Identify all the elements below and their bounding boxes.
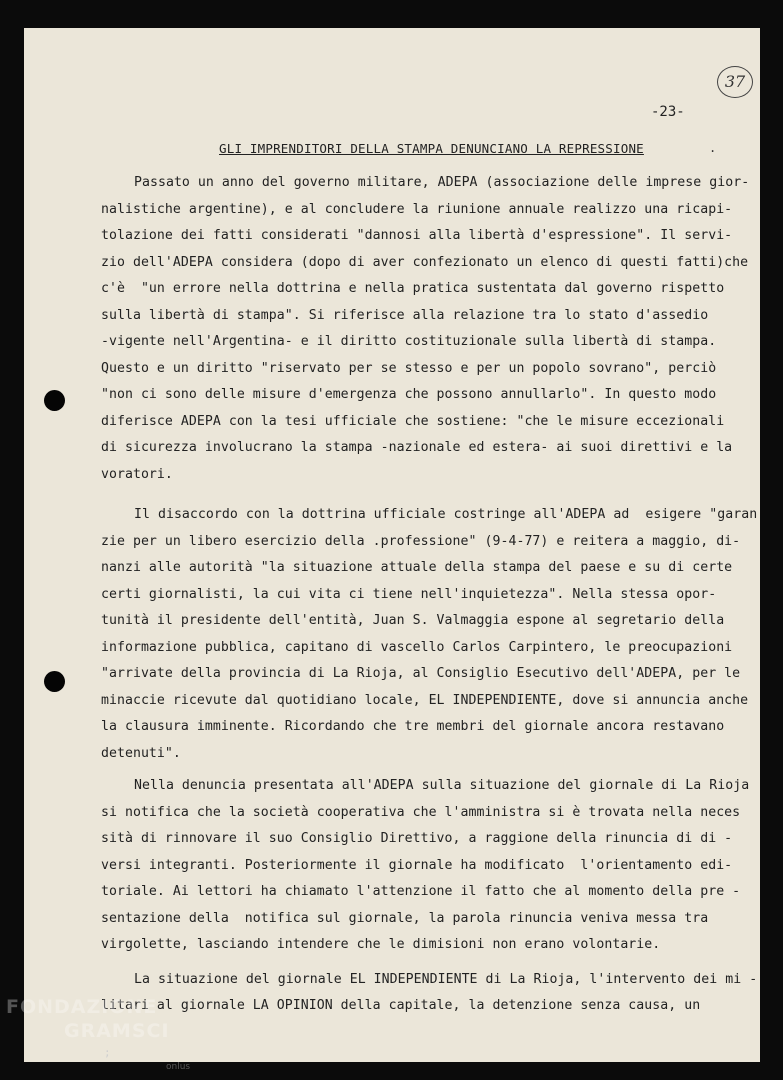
- text-line: "arrivate della provincia di La Rioja, al Consiglio Esecutivo dell'ADEPA, per le: [101, 666, 741, 681]
- text-line: di sicurezza involucrano la stampa -nazionale ed estera- ai suoi direttivi e la: [101, 440, 733, 455]
- text-line: nanzi alle autorità "la situazione attuale della stampa del paese e su di certe: [101, 560, 733, 575]
- text-line: minaccie ricevute dal quotidiano locale, EL INDEPENDIENTE, dove si annuncia anche: [101, 692, 749, 708]
- archive-number-circle: [717, 66, 753, 98]
- watermark-line: GRAMSCI: [64, 1020, 170, 1042]
- stray-mark: .: [709, 141, 717, 155]
- paragraph: [101, 777, 760, 963]
- text-line: Nella denuncia presentata all'ADEPA sulla situazione del giornale di La Rioja: [134, 778, 750, 793]
- paragraph: [101, 971, 760, 1024]
- text-line: si notifica che la società cooperativa che l'amministra si è trovata nella neces: [101, 804, 741, 820]
- archive-number: 37: [724, 72, 746, 91]
- paragraph: [101, 506, 760, 771]
- bottom-mark: ;: [104, 1046, 111, 1059]
- text-line: virgolette, lasciando intendere che le dimisioni non erano volontarie.: [101, 937, 661, 952]
- text-line: voratori.: [101, 466, 173, 482]
- text-line: tunità il presidente dell'entità, Juan S. Valmaggia espone al segretario della: [101, 613, 725, 628]
- text-line: Il disaccordo con la dottrina ufficiale costringe all'ADEPA ad esigere "garan: [134, 507, 758, 522]
- document-heading: GLI IMPRENDITORI DELLA STAMPA DENUNCIANO LA REPRESSIONE: [219, 141, 644, 156]
- text-line: Questo e un diritto "riservato per se stesso e per un popolo sovrano", perciò: [101, 360, 717, 376]
- text-line: -vigente nell'Argentina- e il diritto costituzionale sulla libertà di stampa.: [101, 334, 717, 349]
- text-line: versi integranti. Posteriormente il giornale ha modificato l'orientamento edi-: [101, 857, 733, 873]
- watermark-line: onlus: [166, 1062, 191, 1072]
- text-line: "non ci sono delle misure d'emergenza che possono annullarlo". In questo modo: [101, 387, 717, 402]
- watermark-line: FONDAZIONE: [6, 996, 158, 1018]
- text-line: litari al giornale LA OPINION della capitale, la detenzione senza causa, un: [101, 998, 701, 1013]
- text-line: Passato un anno del governo militare, ADEPA (associazione delle imprese gior-: [134, 175, 750, 190]
- page-number: -23-: [651, 104, 685, 120]
- text-line: nalistiche argentine), e al concludere la riunione annuale realizzo una ricapi-: [101, 201, 733, 217]
- punch-hole: [44, 671, 65, 692]
- text-line: sentazione della notifica sul giornale, la parola rinuncia veniva messa tra: [101, 910, 709, 926]
- text-line: c'è "un errore nella dottrina e nella pratica sustentata dal governo rispetto: [101, 281, 725, 296]
- text-line: la clausura imminente. Ricordando che tre membri del giornale ancora restavano: [101, 719, 725, 734]
- body-text: [101, 174, 760, 1024]
- document-page: [24, 28, 760, 1062]
- text-line: zie per un libero esercizio della .professione" (9-4-77) e reitera a maggio, di-: [101, 533, 741, 549]
- text-line: informazione pubblica, capitano di vascello Carlos Carpintero, le preocupazioni: [101, 639, 733, 655]
- text-line: certi giornalisti, la cui vita ci tiene nell'inquietezza". Nella stessa opor-: [101, 586, 717, 602]
- text-line: La situazione del giornale EL INDEPENDIENTE di La Rioja, l'intervento dei mi -: [134, 971, 758, 987]
- text-line: sulla libertà di stampa". Si riferisce alla relazione tra lo stato d'assedio: [101, 307, 709, 323]
- watermark-logo: [6, 995, 191, 1072]
- paragraph: [101, 174, 760, 492]
- text-line: zio dell'ADEPA considera (dopo di aver confezionato un elenco di questi fatti)che: [101, 254, 749, 270]
- text-line: sità di rinnovare il suo Consiglio Direttivo, a raggione della rinuncia di di -: [101, 831, 733, 846]
- text-line: toriale. Ai lettori ha chiamato l'attenzione il fatto che al momento della pre -: [101, 884, 741, 899]
- text-line: diferisce ADEPA con la tesi ufficiale che sostiene: "che le misure eccezionali: [101, 413, 725, 429]
- punch-hole: [44, 390, 65, 411]
- text-line: tolazione dei fatti considerati "dannosi alla libertà d'espressione". Il servi-: [101, 228, 733, 243]
- text-line: detenuti".: [101, 745, 181, 761]
